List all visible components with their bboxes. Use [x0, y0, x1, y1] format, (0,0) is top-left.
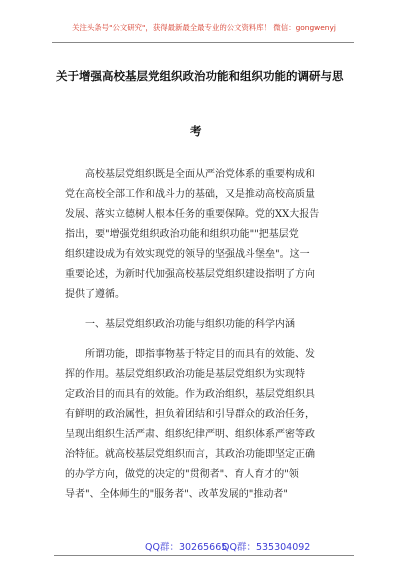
- paragraph-line: 指出，要"增强党组织政治功能和组织功能""把基层党: [65, 229, 299, 240]
- paragraph-line: 治特征。就高校基层党组织而言，其政治功能即坚定正确: [65, 449, 315, 460]
- paragraph-line: 呈现出组织生活严肃、组织纪律严明、组织体系严密等政: [65, 429, 315, 440]
- section-heading-1: 一、基层党组织政治功能与组织功能的科学内涵: [85, 319, 295, 330]
- footer-qq-group-2: QQ群：535304092: [222, 542, 311, 553]
- document-title-line-1: 关于增强高校基层党组织政治功能和组织功能的调研与思: [56, 69, 344, 83]
- paragraph-line: 重要论述，为新时代加强高校基层党组织建设指明了方向: [65, 269, 315, 280]
- paragraph-line: 党在高校全部工作和战斗力的基础，又是推动高校高质量: [65, 189, 315, 200]
- footer-qq-group-1: QQ群：30265665: [145, 542, 228, 553]
- paragraph-line: 发展、落实立德树人根本任务的重要保障。党的XX大报告: [65, 209, 320, 220]
- paragraph-line: 导者"、全体师生的"服务者"、改革发展的"推动者": [65, 489, 288, 500]
- header-banner: 关注头条号"公文研究"，获得最新最全最专业的公文资料库！ 微信：gongwenyj: [72, 23, 336, 32]
- paragraph-line: 提供了遵循。: [65, 289, 125, 300]
- document-title-line-2: 考: [190, 124, 202, 138]
- paragraph-line: 挥的作用。基层党组织政治功能是基层党组织为实现特: [65, 369, 305, 380]
- paragraph-line: 所谓功能，即指事物基于特定目的而具有的效能、发: [85, 349, 315, 360]
- footer-divider: [54, 555, 354, 556]
- paragraph-line: 组织建设成为有效实现党的领导的坚强战斗堡垒"。这一: [65, 249, 310, 260]
- header-divider: [52, 42, 354, 43]
- paragraph-line: 高校基层党组织既是全面从严治党体系的重要构成和: [85, 169, 315, 180]
- paragraph-line: 定政治目的而具有的效能。作为政治组织，基层党组织具: [65, 389, 315, 400]
- paragraph-line: 的办学方向，做党的决定的"贯彻者"、育人育才的"领: [65, 469, 299, 480]
- paragraph-line: 有鲜明的政治属性，担负着团结和引导群众的政治任务，: [65, 409, 315, 420]
